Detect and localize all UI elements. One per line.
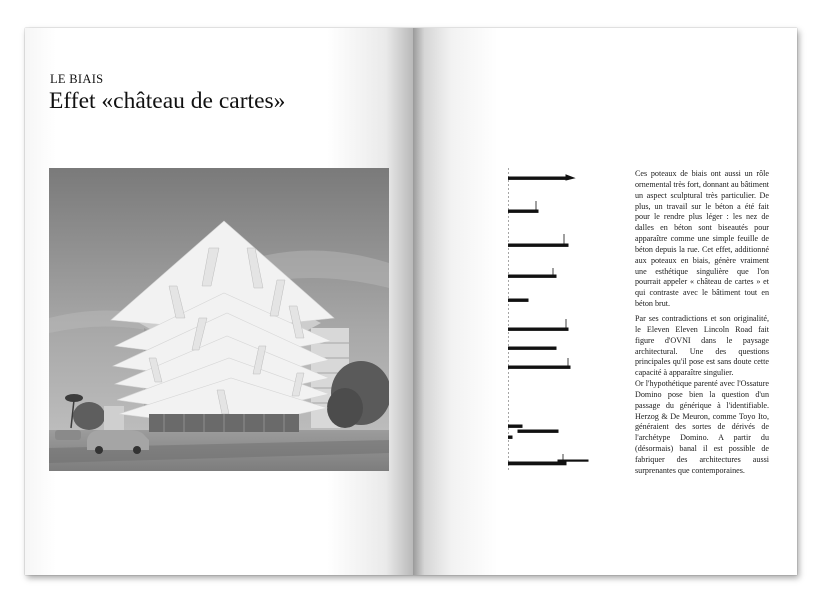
paragraph-1: Ces poteaux de biais ont aussi un rôle ornemental très fort, donnant au bâtiment un aspect sculptural très particulier. De plus, un travail sur le béton a été fait pour le rendre plus léger : les nez de dalles en béton sont biseautés pour apparaître comme une simple feuille de béton depuis la rue. Cet effet, additionné aux poteaux en biais, génère vraiment une esthétique singulière que l'on pourrait appeler « château de cartes » et qui contraste avec le bâtiment tout en béton brut. [635, 169, 769, 309]
paragraph-3: Or l'hypothétique parenté avec l'Ossature Domino pose bien la question d'un passage du générique à l'identifiable. Herzog & De Meuron, comme Toyo Ito, généraient des sortes de dérivés de l'archétype Domino. A partir du (désormais) banal il est possible de fabriquer des architectures aussi surprenantes que contemporaines. [635, 379, 769, 475]
page-headline: Effet «château de cartes» [49, 88, 286, 114]
section-kicker: LE BIAIS [50, 72, 104, 86]
body-text-column-bottom [635, 314, 769, 477]
left-page [25, 28, 413, 575]
magazine-spread [25, 28, 797, 575]
building-photo [49, 168, 389, 471]
right-page [413, 28, 797, 575]
paragraph-2: Par ses contradictions et son originalité, le Eleven Eleven Lincoln Road fait figure d'OVNI dans le paysage architectural. Une des questions principales qu'il pose est sans doute cette capacité à apparaître singulier. [635, 314, 769, 378]
slab-section-diagram [508, 168, 618, 478]
body-text-column-top [635, 169, 769, 310]
